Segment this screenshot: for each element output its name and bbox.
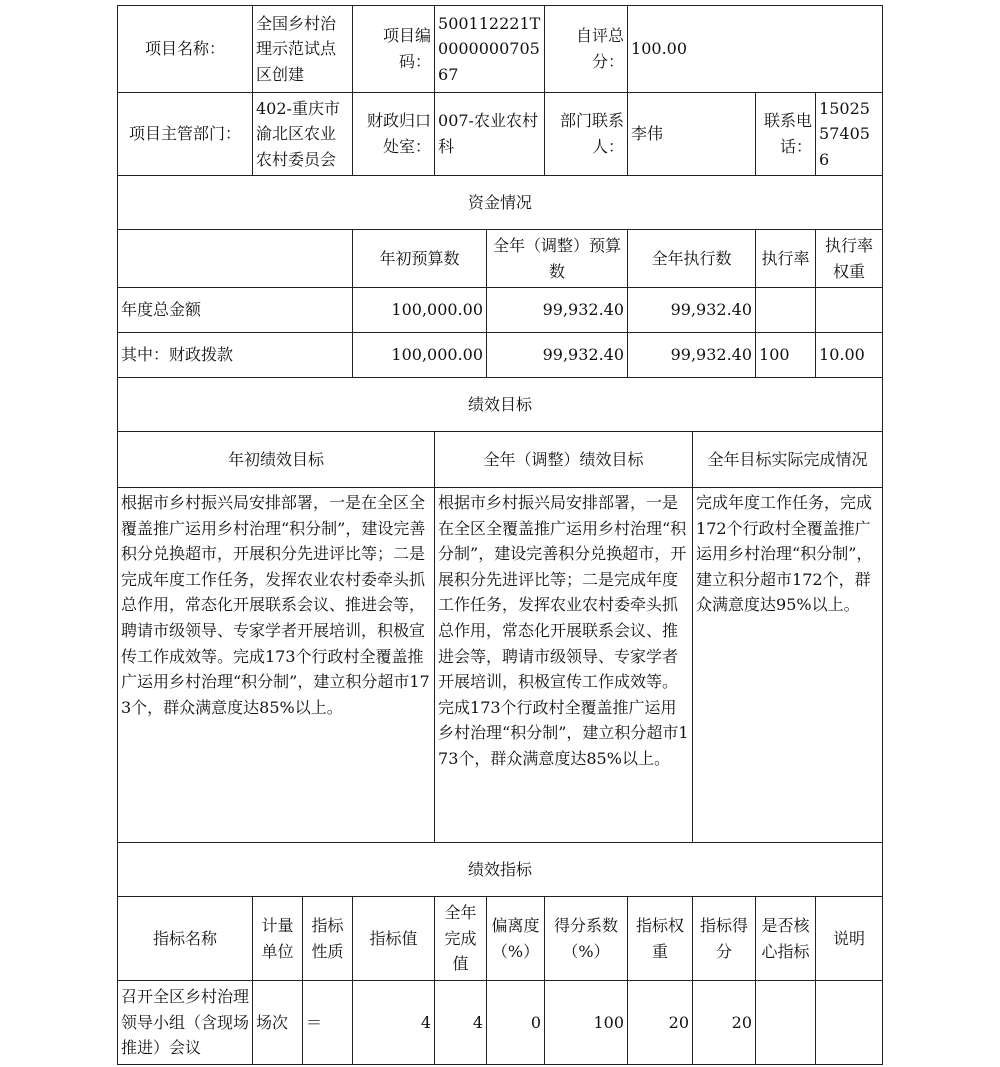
funds-row-label: 其中：财政拨款: [118, 333, 353, 378]
ind-row-deviation: 0: [487, 981, 545, 1065]
funds-title: 资金情况: [118, 176, 883, 230]
contact-person: 李伟: [628, 93, 756, 176]
ind-row-note: [816, 981, 883, 1065]
ind-row-unit: 场次: [253, 981, 303, 1065]
goals-actual-header: 全年目标实际完成情况: [693, 432, 883, 488]
goals-title: 绩效目标: [118, 378, 883, 432]
ind-header-deviation: 偏离度（%）: [487, 897, 545, 981]
goals-initial-text: 根据市乡村振兴局安排部署，一是在全区全覆盖推广运用乡村治理“积分制”，建设完善积分兑换超市，开展积分先进评比等；二是完成年度工作任务，发挥农业农村委牵头抓总作用，常态化开展联系会议、推进会等，聘请市级领导、专家学者开展培训，积极宣传工作成效等。完成173个行政村全覆盖推广运用乡村治理“积分制”，建立积分超市173个，群众满意度达85%以上。: [118, 488, 435, 843]
funds-row-rate: 100: [756, 333, 816, 378]
ind-header-weight: 指标权重: [628, 897, 693, 981]
ind-header-score: 指标得分: [693, 897, 756, 981]
ind-row-name: 召开全区乡村治理领导小组（含现场推进）会议: [118, 981, 253, 1065]
ind-row-weight: 20: [628, 981, 693, 1065]
finance-label: 财政归口处室：: [353, 93, 435, 176]
funds-row-executed: 99,932.40: [628, 333, 756, 378]
ind-header-coef: 得分系数（%）: [545, 897, 628, 981]
project-name-label: 项目名称：: [118, 6, 253, 93]
ind-header-note: 说明: [816, 897, 883, 981]
indicators-title: 绩效指标: [118, 843, 883, 897]
funds-row-budget: 100,000.00: [353, 288, 487, 333]
funds-row-weight: 10.00: [816, 333, 883, 378]
dept: 402-重庆市渝北区农业农村委员会: [253, 93, 353, 176]
ind-row-core: [756, 981, 816, 1065]
phone: 15025574056: [816, 93, 883, 176]
finance-office: 007-农业农村科: [435, 93, 545, 176]
ind-row-actual: 4: [435, 981, 487, 1065]
goals-actual-text: 完成年度工作任务，完成172个行政村全覆盖推广运用乡村治理“积分制”，建立积分超市172个，群众满意度达95%以上。: [693, 488, 883, 843]
funds-row-adjusted: 99,932.40: [487, 333, 628, 378]
dept-label: 项目主管部门：: [118, 93, 253, 176]
project-code: 500112221T000000070567: [435, 6, 545, 93]
project-code-label: 项目编码：: [353, 6, 435, 93]
funds-row-rate: [756, 288, 816, 333]
ind-header-unit: 计量单位: [253, 897, 303, 981]
ind-header-nature: 指标性质: [303, 897, 353, 981]
ind-header-target: 指标值: [353, 897, 435, 981]
ind-header-actual: 全年完成值: [435, 897, 487, 981]
self-score-label: 自评总分：: [545, 6, 628, 93]
funds-header-adjusted: 全年（调整）预算数: [487, 230, 628, 288]
goals-adjusted-text: 根据市乡村振兴局安排部署，一是在全区全覆盖推广运用乡村治理“积分制”，建设完善积分兑换超市，开展积分先进评比等；二是完成年度工作任务，发挥农业农村委牵头抓总作用，常态化开展联系会议、推进会等，聘请市级领导、专家学者开展培训，积极宣传工作成效等。完成173个行政村全覆盖推广运用乡村治理“积分制”，建立积分超市173个，群众满意度达85%以上。: [435, 488, 693, 843]
funds-row-adjusted: 99,932.40: [487, 288, 628, 333]
self-score: 100.00: [628, 6, 883, 93]
funds-header-executed: 全年执行数: [628, 230, 756, 288]
self-evaluation-table: [117, 5, 883, 1065]
phone-label: 联系电话：: [756, 93, 816, 176]
contact-label: 部门联系人：: [545, 93, 628, 176]
funds-header-budget: 年初预算数: [353, 230, 487, 288]
goals-initial-header: 年初绩效目标: [118, 432, 435, 488]
funds-row-executed: 99,932.40: [628, 288, 756, 333]
funds-row-budget: 100,000.00: [353, 333, 487, 378]
funds-header-weight: 执行率权重: [816, 230, 883, 288]
ind-row-target: 4: [353, 981, 435, 1065]
goals-adjusted-header: 全年（调整）绩效目标: [435, 432, 693, 488]
funds-header-rate: 执行率: [756, 230, 816, 288]
ind-row-score: 20: [693, 981, 756, 1065]
funds-row-weight: [816, 288, 883, 333]
project-name: 全国乡村治理示范试点区创建: [253, 6, 353, 93]
ind-header-core: 是否核心指标: [756, 897, 816, 981]
funds-row-label: 年度总金额: [118, 288, 353, 333]
ind-header-name: 指标名称: [118, 897, 253, 981]
funds-header-blank: [118, 230, 353, 288]
ind-row-coef: 100: [545, 981, 628, 1065]
ind-row-nature: ＝: [303, 981, 353, 1065]
